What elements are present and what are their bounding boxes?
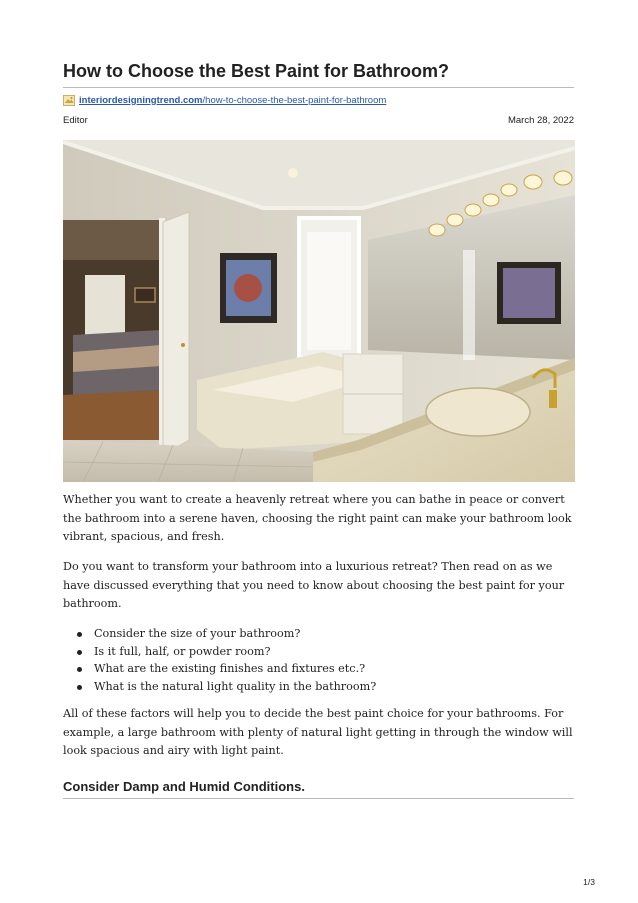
bullet-icon [77, 667, 82, 672]
list-item-text: Is it full, half, or powder room? [94, 644, 271, 658]
list-item-text: What is the natural light quality in the bathroom? [94, 680, 377, 694]
bathroom-photo [63, 140, 575, 482]
bathroom-photo-icon [63, 140, 575, 482]
section-heading: Consider Damp and Humid Conditions. [63, 779, 305, 794]
list-item [76, 625, 576, 643]
title-divider [63, 87, 574, 88]
list-item [76, 660, 576, 678]
list-item-text: Consider the size of your bathroom? [94, 627, 301, 640]
bullet-icon [77, 632, 82, 637]
intro-paragraph: Whether you want to create a heavenly retreat where you can bathe in peace or convert the bathroom into a serene haven, choosing the right paint can make your bathroom look vibrant, spacious, and fresh. [63, 493, 572, 543]
bullet-icon [77, 685, 82, 690]
article-meta [63, 115, 574, 126]
list-item [76, 678, 576, 696]
bullet-icon [77, 650, 82, 655]
considerations-list [76, 625, 576, 696]
source-link[interactable] [63, 92, 386, 108]
favicon-icon [63, 95, 75, 106]
section-divider [63, 798, 574, 799]
transform-paragraph: Do you want to transform your bathroom into a luxurious retreat? Then read on as we have discussed everything that you need to know about choosing the best paint for your bathroom. [63, 560, 565, 610]
author-label: Editor [63, 115, 88, 126]
list-item [76, 643, 576, 661]
source-path[interactable]: /how-to-choose-the-best-paint-for-bathroom [202, 94, 387, 106]
article-title: How to Choose the Best Paint for Bathroom? [63, 61, 450, 81]
list-item-text: What are the existing finishes and fixtures etc.? [94, 662, 366, 676]
page-number: 1/3 [583, 877, 595, 887]
factors-paragraph: All of these factors will help you to decide the best paint choice for your bathrooms. For example, a large bathroom with plenty of natural light getting in through the window will look spacious and airy with light paint. [63, 707, 573, 757]
publish-date: March 28, 2022 [507, 115, 574, 126]
source-domain[interactable]: interiordesigningtrend.com [79, 94, 203, 106]
